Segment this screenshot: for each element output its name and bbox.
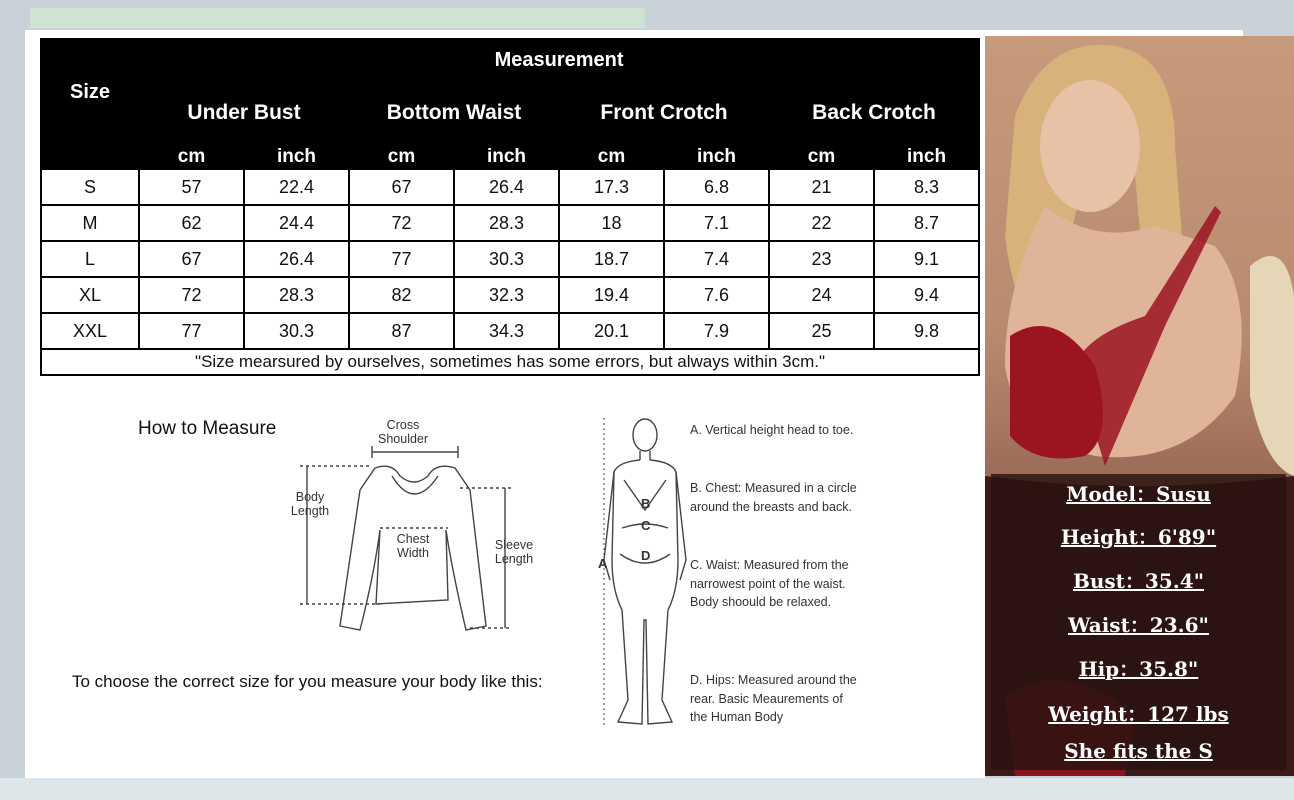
- model-hip: Hip：35.8": [1078, 657, 1199, 681]
- annotation-c: C. Waist: Measured from the narrowest point of the waist. Body shoould be relaxed.: [690, 558, 849, 609]
- table-cell: 21: [769, 169, 874, 205]
- table-cell: 30.3: [454, 241, 559, 277]
- how-to-measure-title: How to Measure: [138, 418, 277, 439]
- table-cell: 30.3: [244, 313, 349, 349]
- table-cell: M: [41, 205, 139, 241]
- table-cell: 26.4: [244, 241, 349, 277]
- table-cell: 77: [349, 241, 454, 277]
- model-weight: Weight：127 lbs: [1048, 702, 1229, 726]
- unit-header: inch: [664, 145, 769, 169]
- table-cell: 7.1: [664, 205, 769, 241]
- group-under-bust: Under Bust: [139, 81, 349, 145]
- table-cell: 32.3: [454, 277, 559, 313]
- sleeve-length-label: Sleeve Length: [494, 538, 534, 566]
- table-cell: 26.4: [454, 169, 559, 205]
- letter-a: A: [598, 556, 608, 571]
- body-length-label: Body Length: [290, 490, 330, 518]
- annotation-b: B. Chest: Measured in a circle around the breasts and back.: [690, 481, 857, 514]
- table-cell: XL: [41, 277, 139, 313]
- table-cell: 28.3: [454, 205, 559, 241]
- group-bottom-waist: Bottom Waist: [349, 81, 559, 145]
- measurement-header: Measurement: [139, 39, 979, 81]
- table-cell: 82: [349, 277, 454, 313]
- table-cell: XXL: [41, 313, 139, 349]
- table-cell: 62: [139, 205, 244, 241]
- bottom-strip: [0, 778, 1294, 800]
- table-cell: 8.7: [874, 205, 979, 241]
- letter-d: D: [641, 548, 651, 563]
- table-cell: 9.4: [874, 277, 979, 313]
- group-front-crotch: Front Crotch: [559, 81, 769, 145]
- table-cell: 24: [769, 277, 874, 313]
- unit-header: inch: [874, 145, 979, 169]
- table-cell: 7.6: [664, 277, 769, 313]
- table-cell: 20.1: [559, 313, 664, 349]
- table-cell: 6.8: [664, 169, 769, 205]
- table-cell: 9.8: [874, 313, 979, 349]
- table-cell: 18.7: [559, 241, 664, 277]
- table-cell: 24.4: [244, 205, 349, 241]
- unit-header: cm: [349, 145, 454, 169]
- table-cell: 22: [769, 205, 874, 241]
- annotation-a: A. Vertical height head to toe.: [690, 423, 854, 437]
- table-cell: 87: [349, 313, 454, 349]
- body-figure: [604, 419, 686, 724]
- unit-header: cm: [139, 145, 244, 169]
- annotation-d: D. Hips: Measured around the rear. Basic Meaurements of the Human Body: [690, 673, 857, 724]
- table-cell: 19.4: [559, 277, 664, 313]
- unit-header: inch: [454, 145, 559, 169]
- group-back-crotch: Back Crotch: [769, 81, 979, 145]
- unit-header: cm: [559, 145, 664, 169]
- letter-c: C: [641, 518, 651, 533]
- table-cell: 25: [769, 313, 874, 349]
- table-cell: 23: [769, 241, 874, 277]
- table-cell: 34.3: [454, 313, 559, 349]
- table-cell: 22.4: [244, 169, 349, 205]
- unit-header: cm: [769, 145, 874, 169]
- letter-b: B: [641, 496, 651, 511]
- table-cell: L: [41, 241, 139, 277]
- model-waist: Waist：23.6": [1068, 613, 1209, 637]
- table-cell: 72: [139, 277, 244, 313]
- model-name: Model：Susu: [1066, 482, 1211, 506]
- model-height: Height：6'89": [1060, 525, 1217, 549]
- table-cell: 17.3: [559, 169, 664, 205]
- table-cell: 67: [139, 241, 244, 277]
- table-cell: 9.1: [874, 241, 979, 277]
- chest-width-label: Chest Width: [396, 532, 430, 560]
- table-cell: 7.9: [664, 313, 769, 349]
- model-fit: She fits the S: [1064, 739, 1213, 763]
- table-cell: 8.3: [874, 169, 979, 205]
- table-cell: 77: [139, 313, 244, 349]
- model-info-panel: [991, 474, 1286, 770]
- unit-header: inch: [244, 145, 349, 169]
- table-cell: 7.4: [664, 241, 769, 277]
- table-cell: 28.3: [244, 277, 349, 313]
- table-cell: 57: [139, 169, 244, 205]
- size-header: Size: [41, 39, 139, 145]
- cross-shoulder-label: Cross Shoulder: [378, 418, 429, 446]
- measurement-note: "Size mearsured by ourselves, sometimes has some errors, but always within 3cm.": [41, 349, 979, 375]
- table-cell: 18: [559, 205, 664, 241]
- table-cell: 72: [349, 205, 454, 241]
- model-bust: Bust：35.4": [1072, 569, 1205, 593]
- table-cell: S: [41, 169, 139, 205]
- choose-size-text: To choose the correct size for you measure your body like this:: [72, 672, 543, 691]
- table-cell: 67: [349, 169, 454, 205]
